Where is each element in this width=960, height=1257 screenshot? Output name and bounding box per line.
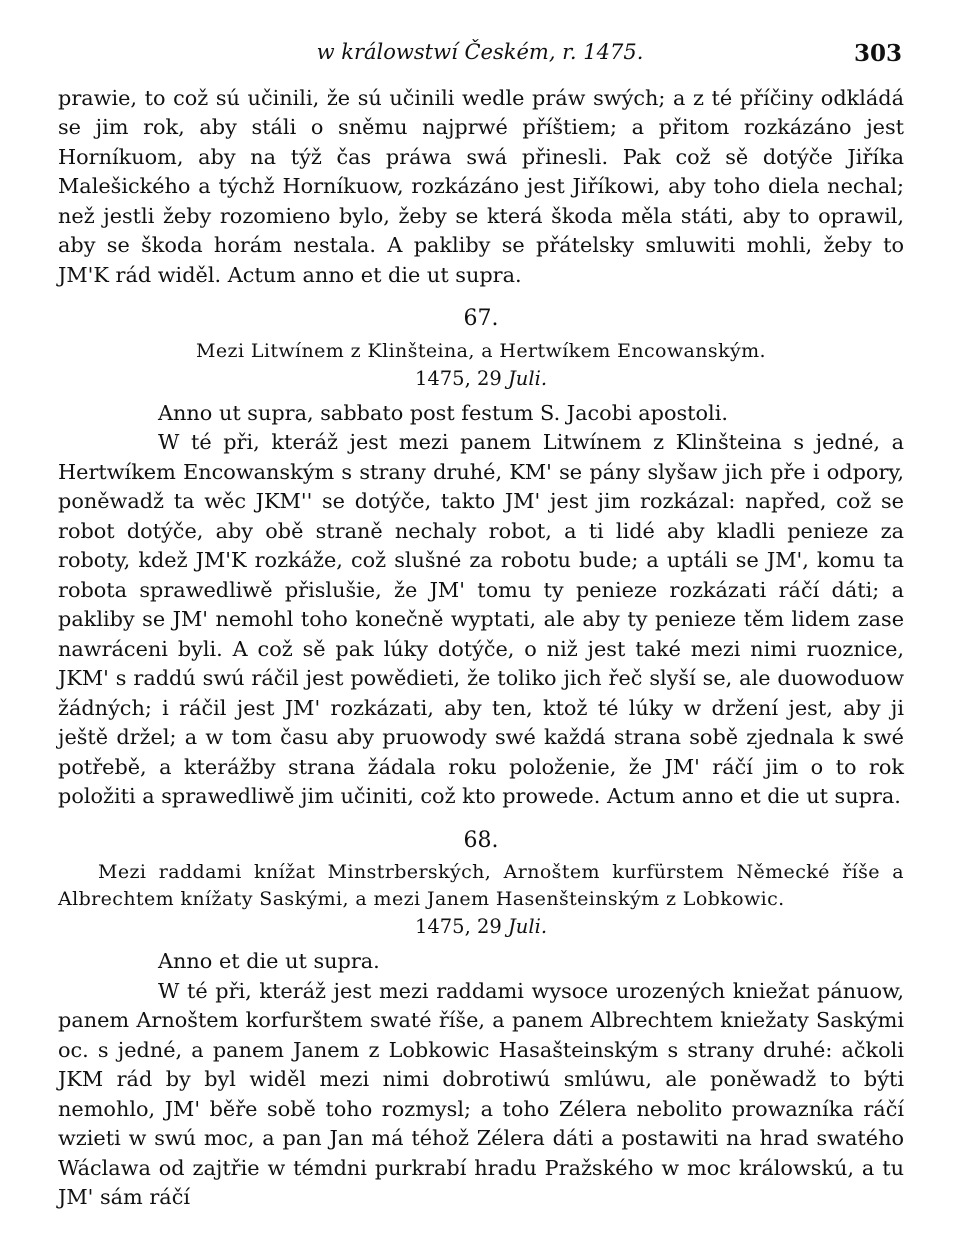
section-67: [58, 304, 904, 811]
running-head: [0, 40, 960, 74]
date-month: Juli.: [507, 366, 548, 390]
date-year: 1475, 29: [414, 366, 502, 390]
section-opening: Anno ut supra, sabbato post festum S. Jacobi apostoli.: [158, 400, 728, 425]
date-year: 1475, 29: [414, 915, 502, 939]
page-text: [58, 84, 904, 1213]
section-body: W té při, kteráž jest mezi panem Litwínem z Klinšteina s jedné, a Hertwíkem Encowanským s strany druhé, KM' se pány slyšaw jich pře i odpory, poněwadž ta wěc JKM'' se dotýče, takto JM' jest jim rozkázal: napřed, což se robot dotýče, aby obě straně nechaly robot, a ti lidé aby kladli penieze za roboty, kdež JM'K rozkáže, což slušné za robotu bude; a uptáli se JM', komu ta robota sprawedliwě přislušie, že JM' tomu ty penieze rozkázati ráčí dáti; a pakliby se JM' nemohl toho konečně wyptati, ale aby ty penieze těm lidem zase nawráceni byli. A což sě pak lúky dotýče, o niž jest také mezi nimi ruoznice, JKM' s raddú swú ráčil jest powědieti, že toliko jich řeč slyší se, ale duowoduow žádných; i ráčil jest JM' rozkázati, aby ten, ktož té lúky w držení jest, aby ji ještě držel; a w tom času aby pruowody swé každá strana sobě zjednala k swé potřebě, a kterážby strana žádala roku položenie, že JM' ráčí jim o to rok položiti a sprawedliwě jim učiniti, což kto prowede. Actum anno et die ut supra.: [58, 430, 904, 809]
section-heading: Mezi raddami knížat Minstrberských, Arnoštem kurfürstem Německé říše a Albrechtem knížaty Saskými, a mezi Janem Hasenšteinským z Lobkowic.: [58, 861, 904, 911]
section-heading: Mezi Litwínem z Klinšteina, a Hertwíkem Encowanským.: [196, 339, 766, 362]
section-number: 68.: [463, 827, 499, 853]
section-opening: Anno et die ut supra.: [158, 949, 380, 974]
section-date: [58, 365, 904, 393]
section-date: [58, 913, 904, 941]
page-number: 303: [853, 40, 902, 67]
date-month: Juli.: [507, 915, 548, 939]
continuation-paragraph: prawie, to což sú učinili, že sú učinili wedle práw swých; a z té příčiny odkládá se jim rok, aby stáli o sněmu najprwé příštiem; a přitom rozkázáno jest Horníkuom, aby na týž čas práwa swá přinesli. Pak což sě dotýče Jiříka Malešického a týchž Horníkuow, rozkázáno jest Jiříkowi, aby toho diela nechal; než jestli žeby rozomieno bylo, žeby se která škoda měla státi, aby to oprawil, aby se škoda horám nestala. A pakliby se přátelsky smluwiti mohli, žeby to JM'K rád widěl. Actum anno et die ut supra.: [58, 86, 904, 287]
running-title: w králowstwí Českém, r. 1475.: [316, 40, 644, 64]
section-number: 67.: [463, 306, 499, 332]
section-body: W té při, kteráž jest mezi raddami wysoce urozených kniežat pánuow, panem Arnoštem korfurštem swaté říše, a panem Albrechtem kniežaty Saskými oc. s jedné, a panem Janem z Lobkowic Hasašteinským s strany druhé: ačkoli JKM rád by byl widěl mezi nimi dobrotiwú smlúwu, ale poněwadž to býti nemohlo, JM' běře sobě toho rozmysl; a toho Zélera nebolito prowazníka ráčí wzieti w swú moc, a pan Jan má téhož Zélera dáti a postawiti na hrad swatého Wáclawa od zajtřie w témdni purkrabí hradu Pražského w moc králowskú, a tu JM' sám ráčí: [58, 978, 904, 1210]
section-68: [58, 826, 904, 1213]
